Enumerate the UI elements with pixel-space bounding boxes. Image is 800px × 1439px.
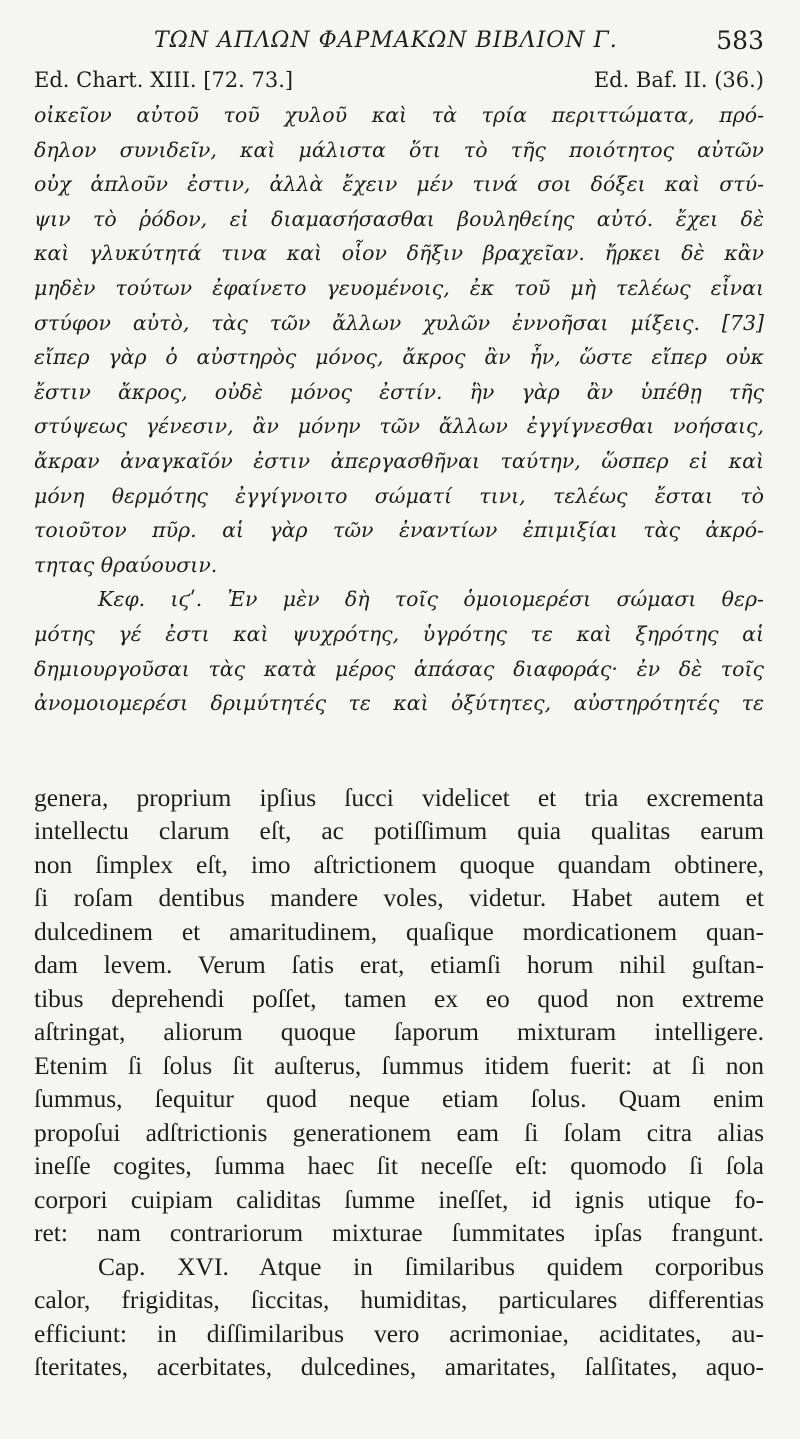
greek-line: ἔστιν ἄκρος, οὐδὲ μόνος ἐστίν. ἣν γὰρ ἂν ὑπέθῃ τῆς [34,379,764,404]
greek-line: δηλον συνιδεῖν, καὶ μάλιστα ὅτι τὸ τῆς ποιότητος αὐτῶν [34,137,764,162]
latin-line: dam levem. Verum ſatis erat, etiamſi horum nihil guſtan- [34,950,764,980]
latin-line: intellectu clarum eſt, ac potiſſimum quia qualitas earum [34,816,764,846]
greek-line: στύψεως γένεσιν, ἂν μόνην τῶν ἄλλων ἐγγίγνεσθαι νοήσαις, [34,414,764,439]
latin-line: non ſimplex eſt, imo aſtrictionem quoque quandam obtinere, [34,849,764,879]
greek-line: δημιουργοῦσαι τὰς κατὰ μέρος ἁπάσας διαφοράς· ἐν δὲ τοῖς [34,656,764,681]
greek-text-block [34,98,764,721]
greek-line: ἀνομοιομερέσι δριμύτητές τε καὶ ὀξύτητες, αὐστηρότητές τε [34,691,764,716]
edition-reference-right: Ed. Baf. II. (36.) [593,68,764,92]
greek-line: ἄκραν ἀναγκαῖόν ἐστιν ἀπεργασθῆναι ταύτην, ὥσπερ εἰ καὶ [34,448,764,473]
latin-line: Etenim ſi ſolus ſit auſterus, ſummus itidem fuerit: at ſi non [34,1050,764,1080]
latin-text-block [34,781,764,1384]
greek-line: τοιοῦτον πῦρ. αἱ γὰρ τῶν ἐναντίων ἐπιμιξίαι τὰς ἀκρό- [34,518,764,543]
greek-line: τητας θραύουσιν. [34,552,218,577]
greek-line: μόνη θερμότης ἐγγίγνοιτο σώματί τινι, τελέως ἔσται τὸ [34,483,764,508]
latin-line: aſtringat, aliorum quoque ſaporum mixturam intelligere. [34,1017,764,1047]
latin-line: corpori cuipiam caliditas ſumme ineſſet, id ignis utique fo- [34,1184,764,1214]
latin-line: ſi roſam dentibus mandere voles, videtur. Habet autem et [34,883,764,913]
greek-line: στύφον αὐτὸ, τὰς τῶν ἄλλων χυλῶν ἐννοῆσαι μίξεις. [73] [34,310,764,335]
greek-line: μηδὲν τούτων ἐφαίνετο γευομένοις, ἐκ τοῦ μὴ τελέως εἶναι [34,275,764,300]
latin-line: genera, proprium ipſius ſucci videlicet et tria excrementa [34,782,764,812]
running-title: ΤΩΝ ΑΠΛΩΝ ΦΑΡΜΑΚΩΝ ΒΙΒΛΙΟΝ Γ. [154,28,618,53]
greek-line: καὶ γλυκύτητά τινα καὶ οἷον δῆξιν βραχεῖαν. ἤρκει δὲ κἂν [34,241,764,266]
running-header [34,28,764,68]
latin-chapter-heading-line: Cap. XVI. Atque in ſimilaribus quidem corporibus [98,1251,764,1281]
page-number: 583 [716,26,764,55]
latin-line: tibus deprehendi poſſet, tamen ex eo quod non extreme [34,983,764,1013]
latin-line: ſummus, ſequitur quod neque etiam ſolus. Quam enim [34,1084,764,1114]
greek-chapter-heading-line: Κεφ. ιϛʹ. Ἐν μὲν δὴ τοῖς ὁμοιομερέσι σώμασι θερ- [98,587,764,612]
latin-line: ineſſe cogites, ſumma haec ſit neceſſe eſt: quomodo ſi ſola [34,1151,764,1181]
greek-line: οὐχ ἁπλοῦν ἐστιν, ἀλλὰ ἔχειν μέν τινά σοι δόξει καὶ στύ- [34,172,764,197]
edition-reference-line [34,68,764,96]
edition-reference-left: Ed. Chart. XIII. [72. 73.] [34,68,294,92]
latin-line: calor, frigiditas, ſiccitas, humiditas, particulares differentias [34,1285,764,1315]
latin-line: propoſui adſtrictionis generationem eam ſi ſolam citra alias [34,1117,764,1147]
greek-line: μότης γέ ἐστι καὶ ψυχρότης, ὑγρότης τε καὶ ξηρότης αἱ [34,621,764,646]
latin-line: ſteritates, acerbitates, dulcedines, amaritates, ſalſitates, aquo- [34,1352,764,1382]
latin-line: efficiunt: in diſſimilaribus vero acrimoniae, aciditates, au- [34,1318,764,1348]
greek-line: ψιν τὸ ῥόδον, εἰ διαμασήσασθαι βουληθείης αὐτό. ἔχει δὲ [34,206,764,231]
latin-line: dulcedinem et amaritudinem, quaſique mordicationem quan- [34,916,764,946]
greek-line: εἴπερ γὰρ ὁ αὐστηρὸς μόνος, ἄκρος ἂν ἦν, ὥστε εἴπερ οὐκ [34,345,764,370]
greek-line: οἰκεῖον αὐτοῦ τοῦ χυλοῦ καὶ τὰ τρία περιττώματα, πρό- [34,103,764,127]
latin-line: ret: nam contrariorum mixturae ſummitates ipſas frangunt. [34,1218,764,1248]
